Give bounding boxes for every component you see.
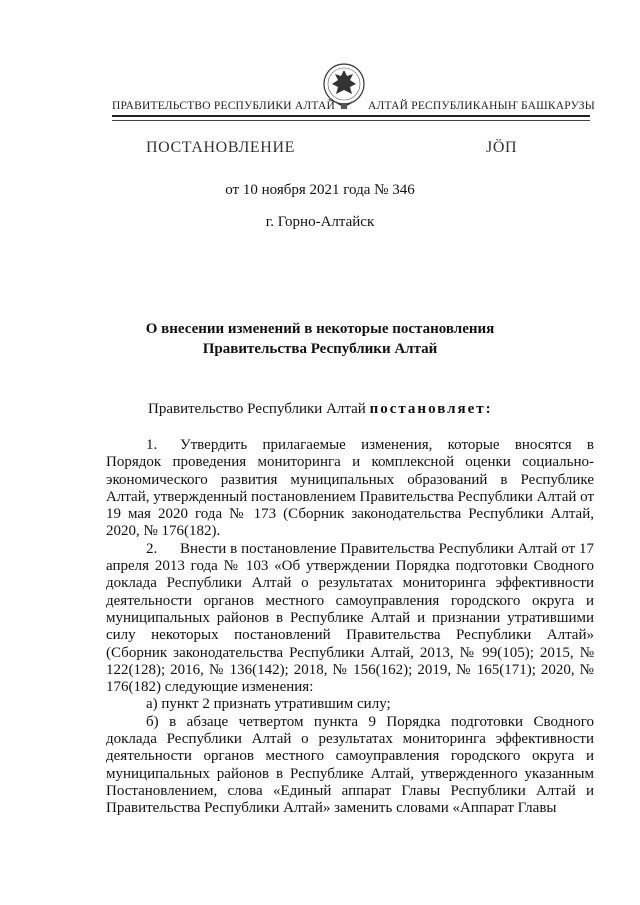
decree-city: г. Горно-Алтайск (265, 214, 375, 230)
item-text: Внести в постановление Правительства Республики Алтай от 17 апреля 2013 года № 103 «Об утверждении Порядка подготовки Сводного доклада Республики Алтай о результатах мониторинга эффективности деятельности органов местного самоуправления городского округа и муниципальных районов в Республике Алтай и признании утратившими силу некоторых постановлений Правительства Республики Алтай» (Сборник законодательства Республики Алтай, 2013, № 99(105); 2015, № 122(128); 2016, № 136(142); 2018, № 156(162); 2019, № 165(171); 2020, № 176(182) следующие изменения: (106, 540, 594, 696)
header-rule-thin (112, 120, 590, 121)
decree-date: от 10 ноября 2021 года № 346 (225, 182, 415, 198)
item-text: Утвердить прилагаемые изменения, которые вносятся в Порядок проведения мониторинга и комплексной оценки социально-экономического развития муниципальных образований в Республике Алтай, утвержденный постановлением Правительства Республики Алтай от 19 мая 2020 года № 173 (Сборник законодательства Республики Алтай, 2020, № 176(182). (106, 437, 594, 540)
item-number: 1. (146, 437, 158, 453)
sub-item: а) пункт 2 признать утратившим силу; (146, 696, 391, 713)
header-right-text: АЛТАЙ РЕСПУБЛИКАНЫҤ БАШКАРУЗЫ (368, 100, 595, 112)
item-number: 2. (146, 540, 158, 557)
document-title (100, 319, 540, 359)
title-line-2: Правительства Республики Алтай (202, 341, 438, 357)
intro-prefix: Правительство Республики Алтай (148, 401, 366, 417)
sub-item: б) в абзаце четвертом пункта 9 Порядка подготовки Сводного доклада Республики Алтай о результатах мониторинга эффективности деятельности органов местного самоуправления городского округа и муниципальных районов в Республике Алтай, утвержденного указанным Постановлением, слова «Единый аппарат Главы Республики Алтай и Правительства Республики Алтай» заменить словами «Аппарат Главы (106, 713, 594, 817)
decree-intro (148, 401, 493, 418)
intro-spaced-word: постановляет: (369, 401, 493, 417)
doc-type-ru: ПОСТАНОВЛЕНИЕ (146, 139, 295, 156)
list-item (106, 437, 594, 541)
list-item (106, 541, 594, 697)
doc-type-alt: JӦП (486, 139, 518, 156)
title-line-1: О внесении изменений в некоторые постановления (145, 321, 495, 337)
document-body (106, 437, 594, 818)
header-left-text: ПРАВИТЕЛЬСТВО РЕСПУБЛИКИ АЛТАЙ (112, 100, 336, 112)
header-rule-thick (112, 115, 590, 117)
